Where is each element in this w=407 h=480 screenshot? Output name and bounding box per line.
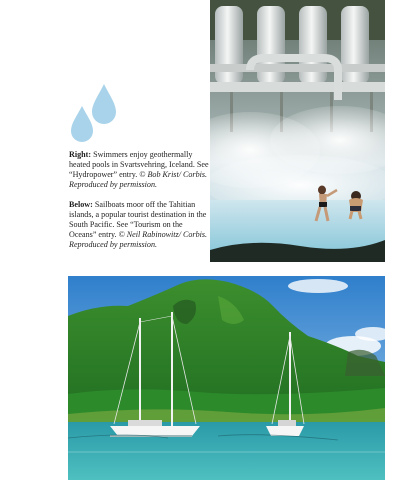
caption-right-credit: © Bob Krist/ Corbis. Reproduced by permission. — [69, 170, 208, 189]
water-drops-icon — [68, 82, 124, 148]
caption-right-lead: Right: — [69, 150, 92, 159]
water-drop-large-icon — [92, 84, 116, 124]
caption-below-text: Sailboats moor off the Tahitian islands, a popular tourist destination in the South Pacific. See “Tourism on the Oceans” entry. — [69, 200, 207, 239]
photo-captions — [69, 150, 209, 260]
caption-right-text: Swimmers enjoy geothermally heated pools in Svartsvehring, Iceland. See “Hydropower” entry. — [69, 150, 209, 179]
caption-below-lead: Below: — [69, 200, 93, 209]
caption-below-credit: © Neil Rabinowitz/ Corbis. Reproduced by permission. — [69, 230, 208, 249]
caption-below — [69, 200, 209, 250]
tahiti-sailboats-photo — [68, 276, 385, 480]
caption-right — [69, 150, 209, 190]
geothermal-pool-photo — [210, 0, 385, 262]
water-drop-small-icon — [71, 106, 93, 142]
